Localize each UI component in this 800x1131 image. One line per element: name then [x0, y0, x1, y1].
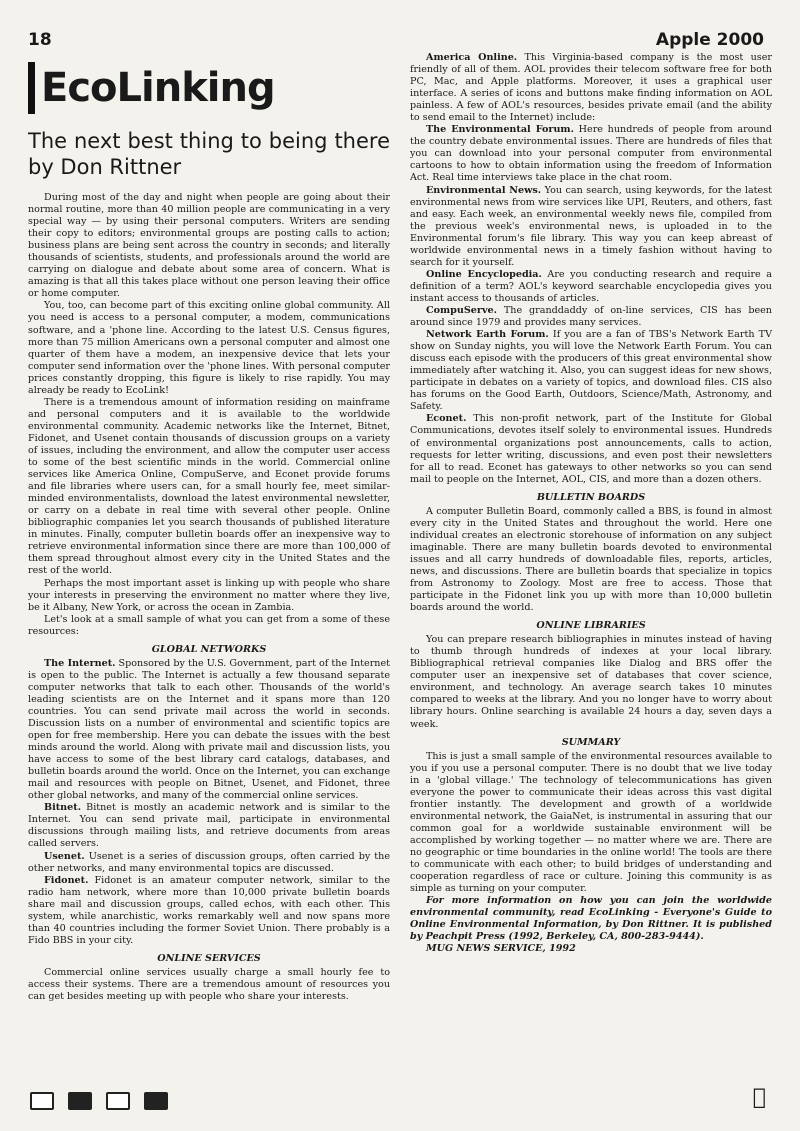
section-heading-bulletin-boards: BULLETIN BOARDS [536, 491, 646, 503]
paragraph-lead: America Online. [426, 52, 518, 63]
paragraph-text: Usenet is a series of discussion groups, often carried by the other networks, and many environmental topics are discussed. [28, 850, 390, 874]
paragraph-text: This non-profit network, part of the Institute for Global Communications, devotes itself solely to environmental issues. Hundreds of environmental organizations post announcements, calls to action, requests for letter writing, discussions, and even post their newsletters for all to read. Econet has gateways to other networks so you can send mail to people on the Internet, AOL, CIS, and more than a dozen others. [410, 413, 772, 485]
network-paragraph [28, 802, 390, 850]
paragraph-text: Sponsored by the U.S. Government, part of the Internet is open to the public. The Internet is actually a few thousand separate computer networks that talk to each other. Thousands of the world's leading scientists are on the Internet and it spans more than 120 countries. You can send private mail across the world in seconds. Discussion lists on a number of environmental and scientific topics are open for free membership. Here you can debate the issues with the best minds around the world. Along with private mail and discussion lists, you have access to some of the best library card catalogs, databases, and bulletin boards around the world. Once on the Internet, you can exchange mail and resources with people on Bitnet, Usenet, and Fidonet, three other global networks, and many of the commercial online services. [28, 657, 390, 802]
section-heading-online-libraries: ONLINE LIBRARIES [536, 620, 646, 632]
service-paragraph [28, 967, 390, 1003]
pc-icon [144, 1092, 168, 1110]
apple-logo-icon [753, 1085, 766, 1110]
left-column [28, 58, 390, 1003]
intro-paragraph: During most of the day and night when people are going about their normal routine, more than 40 million people are communicating in a very special way — by using their personal computers. Writers are sending their copy to editors; environmental groups are posting calls to action; business plans are being sent across the country in seconds; and literally thousands of scientists, students, and professionals around the world are carrying on dialogue and debate about some area of concern. What is amazing is that all this takes place without one person leaving their office or home computer. [28, 192, 390, 300]
network-paragraph [28, 875, 390, 947]
paragraph-text: If you are a fan of TBS's Network Earth TV show on Sunday nights, you will love the Network Earth Forum. You can discuss each episode with the producers of this great environmental show immediately after watching it. Also, you can suggest ideas for new shows, participate in debates on a variety of topics, and download files. CIS also has forums on the Good Earth, Outdoors, Science/Math, Astronomy, and Safety. [410, 329, 772, 413]
paragraph-text: This Virginia-based company is the most user friendly of all of them. AOL provides their telecom software free for both PC, Mac, and Apple platforms. Moreover, it uses a graphical user interface. A series of icons and buttons make finding information on AOL painless. A few of AOL's resources, besides private email (and the ability to send email to the Internet) include: [410, 52, 772, 124]
network-paragraph [28, 851, 390, 875]
paragraph-lead: Fidonet. [44, 874, 89, 886]
libraries-paragraph: You can prepare research bibliographies in minutes instead of having to thumb through hundreds of indexes at your local library. Bibliographical retrieval companies like Dialog and BRS offer the computer user an inexpensive set of databases that cover science, environment, and technology. An average search takes 10 minutes compared to weeks at the library. And you no longer have to worry about library hours. Online searching is available 24 hours a day, seven days a week. [410, 634, 772, 730]
paragraph-text: Bitnet is mostly an academic network and is similar to the Internet. You can send private mail, participate in environmental discussions through mailing lists, and retrieve documents from areas called servers. [28, 802, 390, 850]
intro-paragraph: There is a tremendous amount of information residing on mainframe and personal computers and it is available to the worldwide environmental community. Academic networks like the Internet, Bitnet, Fidonet, and Usenet contain thousands of discussion groups on a variety of issues, including the environment, and allow the computer user access to some of the best scientific minds in the world. Commercial online services like America Online, CompuServe, and Econet provide forums and file libraries where users can, for a small hourly fee, meet similar-minded environmentalists, download the latest environmental newsletter, or carry on a debate in real time with several other people. Online bibliographic companies let you search thousands of published literature in minutes. Finally, computer bulletin boards offer an inexpensive way to retrieve environmental information since there are more than 100,000 of them spread throughout almost every city in the United States and the rest of the world. [28, 396, 390, 577]
headline [28, 62, 390, 114]
intro-paragraph: Perhaps the most important asset is linking up with people who share your interests in preserving the environment no matter where they live, be it Albany, New York, or across the ocean in Zambia. [28, 577, 390, 613]
service-paragraph [410, 124, 772, 184]
service-paragraph [410, 269, 772, 305]
paragraph-text: Here hundreds of people from around the country debate environmental issues. There are hundreds of files that you can download into your personal computer from environmental cartoons to how to obtain information using the freedom of Information Act. Real time interviews take place in the chat room. [410, 124, 772, 184]
paragraph-lead: Usenet. [44, 850, 85, 862]
paragraph-lead: CompuServe. [426, 304, 497, 316]
paragraph-lead: The Internet. [44, 657, 116, 669]
summary-paragraph: This is just a small sample of the environmental resources available to you if you use a personal computer. There is no doubt that we live today in a 'global village.' The technology of telecommunications has given everyone the power to communicate their ideas across this vast digital frontier instantly. The development and growth of a worldwide environmental network, the GaiaNet, is instrumental in assuring that our common goal for a worldwide sustainable environment will be accomplished by working together — no matter where we are. There are no geographic or time boundaries in the online world! The tools are there to communicate with each other; to build bridges of understanding and cooperation regardless of race or culture. Joining this community is as simple as turning on your computer. [410, 750, 772, 895]
paragraph-text: You can search, using keywords, for the latest environmental news from wire services like UPI, Reuters, and others, fast and easy. Each week, an environmental weekly news file, compiled from the previous week's environmental news, is uploaded in to the Environmental forum's file library. This way you can keep abreast of worldwide environmental news in a timely fashion without having to search for it yourself. [410, 184, 772, 268]
issue-title: Apple 2000 [655, 30, 764, 50]
service-paragraph [410, 413, 772, 485]
ii-icon [30, 1092, 54, 1110]
service-paragraph [410, 185, 772, 269]
paragraph-text: Commercial online services usually charge a small hourly fee to access their systems. There are a tremendous amount of resources you can get besides meeting up with people who share your interests. [28, 966, 390, 1003]
paragraph-lead: Network Earth Forum. [426, 329, 549, 341]
paragraph-lead: Environmental News. [426, 184, 542, 196]
article-subtitle: The next best thing to being there by Don Rittner [28, 129, 390, 179]
service-paragraph [410, 305, 772, 329]
paragraph-lead: Bitnet. [44, 802, 82, 814]
service-paragraph [410, 329, 772, 413]
intro-paragraph: You, too, can become part of this exciting online global community. All you need is access to a personal computer, a modem, communications software, and a 'phone line. According to the latest U.S. Census figures, more than 75 million Americans own a personal computer and almost one quarter of them have a modem, an inexpensive device that lets your computer send information over the 'phone lines. With personal computer prices constantly dropping, this figure is likely to rise rapidly. You may already be ready to EcoLink! [28, 300, 390, 396]
author-credit: For more information on how you can join the worldwide environmental community, read EcoLinking - Everyone's Guide to Online Environmental Information, by Don Rittner. It is published by Peachpit Press (1992, Berkeley, CA, 800-283-9444). [410, 895, 772, 943]
article-title: EcoLinking [41, 65, 275, 111]
section-heading-summary: SUMMARY [561, 736, 621, 748]
iigs-icon [68, 1092, 92, 1110]
right-column [410, 52, 772, 955]
section-heading-online-services: ONLINE SERVICES [157, 952, 261, 964]
intro-paragraph: Let's look at a small sample of what you can get from a some of these resources: [28, 613, 390, 637]
paragraph-lead: Online Encyclopedia. [426, 268, 542, 280]
service-paragraph [410, 52, 772, 124]
paragraph-text: The granddaddy of on-line services, CIS has been around since 1979 and provides many services. [410, 304, 772, 329]
section-heading-global-networks: GLOBAL NETWORKS [151, 643, 267, 655]
paragraph-lead: The Environmental Forum. [426, 124, 574, 136]
source-line: MUG NEWS SERVICE, 1992 [426, 943, 576, 955]
paragraph-lead: Econet. [426, 413, 467, 425]
bbs-paragraph: A computer Bulletin Board, commonly called a BBS, is found in almost every city in the United States and throughout the world. Here one individual creates an electronic storehouse of information on any subject imaginable. There are many bulletin boards devoted to environmental issues and all carry hundreds of downloadable files, reports, articles, news, and discussions. There are bulletin boards that specialize in topics from Astronomy to Zoology. Most are free to access. Those that participate in the Fidonet link you up with more than 10,000 bulletin boards around the world. [410, 505, 772, 614]
title-bar [28, 62, 35, 114]
platform-icons [30, 1092, 168, 1110]
paragraph-text: Are you conducting research and require a definition of a term? AOL's keyword searchable encyclopedia gives you instant access to thousands of articles. [410, 268, 772, 304]
mac-icon [106, 1092, 130, 1110]
page-number: 18 [28, 30, 52, 50]
paragraph-text: Fidonet is an amateur computer network, similar to the radio ham network, where more than 10,000 private bulletin boards share mail and discussion groups, called echos, with each other. This system, while anarchistic, works remarkably well and now spans more than 40 countries including the former Soviet Union. There probably is a Fido BBS in your city. [28, 874, 390, 946]
network-paragraph [28, 658, 390, 803]
